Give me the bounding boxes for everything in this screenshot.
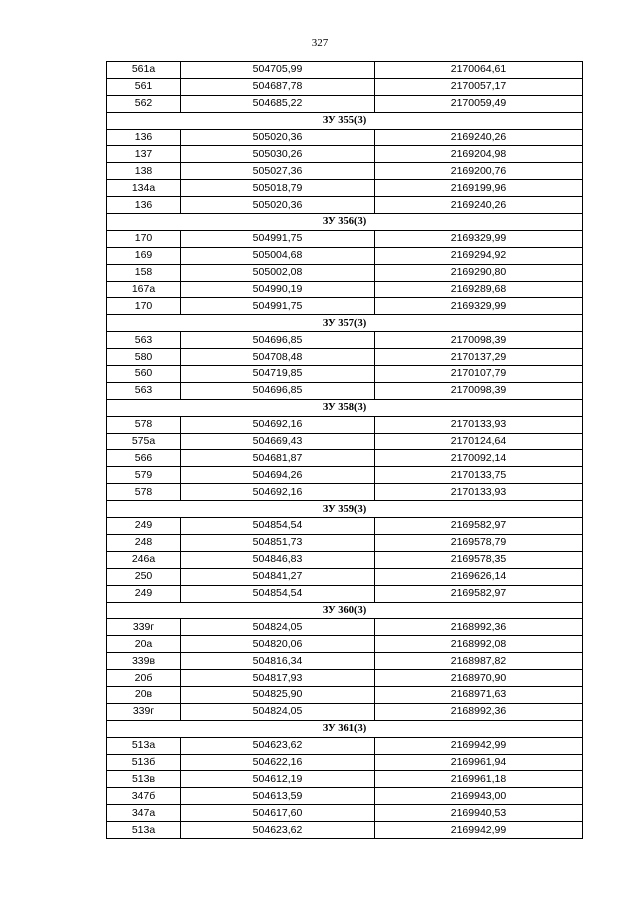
point-number-cell: 20а bbox=[107, 636, 181, 653]
y-coordinate-cell: 2169582,97 bbox=[375, 585, 583, 602]
table-row bbox=[107, 382, 583, 399]
x-coordinate-cell: 504824,05 bbox=[181, 619, 375, 636]
x-coordinate-cell: 504681,87 bbox=[181, 450, 375, 467]
x-coordinate-cell: 505002,08 bbox=[181, 264, 375, 281]
point-number-cell: 246а bbox=[107, 551, 181, 568]
y-coordinate-cell: 2169942,99 bbox=[375, 737, 583, 754]
x-coordinate-cell: 504851,73 bbox=[181, 534, 375, 551]
table-row bbox=[107, 653, 583, 670]
y-coordinate-cell: 2169199,96 bbox=[375, 180, 583, 197]
point-number-cell: 169 bbox=[107, 247, 181, 264]
section-header-row bbox=[107, 214, 583, 231]
section-header-row bbox=[107, 501, 583, 518]
y-coordinate-cell: 2170133,93 bbox=[375, 484, 583, 501]
table-row bbox=[107, 805, 583, 822]
point-number-cell: 136 bbox=[107, 197, 181, 214]
point-number-cell: 563 bbox=[107, 382, 181, 399]
x-coordinate-cell: 504623,62 bbox=[181, 737, 375, 754]
y-coordinate-cell: 2169961,94 bbox=[375, 754, 583, 771]
section-title: ЗУ 356(3) bbox=[107, 214, 583, 231]
table-row bbox=[107, 585, 583, 602]
x-coordinate-cell: 504841,27 bbox=[181, 568, 375, 585]
x-coordinate-cell: 504669,43 bbox=[181, 433, 375, 450]
y-coordinate-cell: 2169940,53 bbox=[375, 805, 583, 822]
point-number-cell: 513а bbox=[107, 822, 181, 839]
x-coordinate-cell: 504820,06 bbox=[181, 636, 375, 653]
section-title: ЗУ 357(3) bbox=[107, 315, 583, 332]
point-number-cell: 513а bbox=[107, 737, 181, 754]
point-number-cell: 250 bbox=[107, 568, 181, 585]
y-coordinate-cell: 2169289,68 bbox=[375, 281, 583, 298]
table-row bbox=[107, 264, 583, 281]
y-coordinate-cell: 2168970,90 bbox=[375, 670, 583, 687]
point-number-cell: 158 bbox=[107, 264, 181, 281]
table-row bbox=[107, 703, 583, 720]
point-number-cell: 578 bbox=[107, 416, 181, 433]
point-number-cell: 513в bbox=[107, 771, 181, 788]
y-coordinate-cell: 2169943,00 bbox=[375, 788, 583, 805]
page-number: 327 bbox=[311, 37, 329, 49]
x-coordinate-cell: 504612,19 bbox=[181, 771, 375, 788]
y-coordinate-cell: 2170124,64 bbox=[375, 433, 583, 450]
x-coordinate-cell: 504708,48 bbox=[181, 349, 375, 366]
table-row bbox=[107, 568, 583, 585]
y-coordinate-cell: 2169578,79 bbox=[375, 534, 583, 551]
table-row bbox=[107, 788, 583, 805]
table-row bbox=[107, 349, 583, 366]
y-coordinate-cell: 2169200,76 bbox=[375, 163, 583, 180]
y-coordinate-cell: 2168992,36 bbox=[375, 703, 583, 720]
y-coordinate-cell: 2170133,93 bbox=[375, 416, 583, 433]
x-coordinate-cell: 504685,22 bbox=[181, 95, 375, 112]
coordinates-table-body bbox=[107, 62, 583, 839]
table-row bbox=[107, 247, 583, 264]
table-row bbox=[107, 298, 583, 315]
point-number-cell: 137 bbox=[107, 146, 181, 163]
y-coordinate-cell: 2170059,49 bbox=[375, 95, 583, 112]
table-row bbox=[107, 78, 583, 95]
point-number-cell: 339г bbox=[107, 703, 181, 720]
x-coordinate-cell: 505027,36 bbox=[181, 163, 375, 180]
table-row bbox=[107, 551, 583, 568]
y-coordinate-cell: 2170064,61 bbox=[375, 62, 583, 79]
x-coordinate-cell: 504825,90 bbox=[181, 686, 375, 703]
y-coordinate-cell: 2169942,99 bbox=[375, 822, 583, 839]
point-number-cell: 339в bbox=[107, 653, 181, 670]
point-number-cell: 170 bbox=[107, 230, 181, 247]
table-row bbox=[107, 332, 583, 349]
x-coordinate-cell: 504817,93 bbox=[181, 670, 375, 687]
point-number-cell: 560 bbox=[107, 366, 181, 383]
x-coordinate-cell: 504696,85 bbox=[181, 332, 375, 349]
y-coordinate-cell: 2170057,17 bbox=[375, 78, 583, 95]
x-coordinate-cell: 504991,75 bbox=[181, 298, 375, 315]
y-coordinate-cell: 2170137,29 bbox=[375, 349, 583, 366]
table-row bbox=[107, 619, 583, 636]
section-title: ЗУ 355(3) bbox=[107, 112, 583, 129]
point-number-cell: 575а bbox=[107, 433, 181, 450]
section-header-row bbox=[107, 315, 583, 332]
y-coordinate-cell: 2170107,79 bbox=[375, 366, 583, 383]
x-coordinate-cell: 504816,34 bbox=[181, 653, 375, 670]
y-coordinate-cell: 2169961,18 bbox=[375, 771, 583, 788]
y-coordinate-cell: 2169240,26 bbox=[375, 197, 583, 214]
table-row bbox=[107, 95, 583, 112]
y-coordinate-cell: 2168987,82 bbox=[375, 653, 583, 670]
x-coordinate-cell: 505004,68 bbox=[181, 247, 375, 264]
table-row bbox=[107, 433, 583, 450]
x-coordinate-cell: 505018,79 bbox=[181, 180, 375, 197]
point-number-cell: 134а bbox=[107, 180, 181, 197]
point-number-cell: 579 bbox=[107, 467, 181, 484]
table-row bbox=[107, 771, 583, 788]
x-coordinate-cell: 504705,99 bbox=[181, 62, 375, 79]
point-number-cell: 578 bbox=[107, 484, 181, 501]
table-row bbox=[107, 62, 583, 79]
y-coordinate-cell: 2169204,98 bbox=[375, 146, 583, 163]
x-coordinate-cell: 504694,26 bbox=[181, 467, 375, 484]
table-row bbox=[107, 822, 583, 839]
point-number-cell: 249 bbox=[107, 585, 181, 602]
table-row bbox=[107, 686, 583, 703]
table-row bbox=[107, 180, 583, 197]
table-row bbox=[107, 534, 583, 551]
table-row bbox=[107, 670, 583, 687]
x-coordinate-cell: 504854,54 bbox=[181, 518, 375, 535]
point-number-cell: 167а bbox=[107, 281, 181, 298]
x-coordinate-cell: 504613,59 bbox=[181, 788, 375, 805]
y-coordinate-cell: 2168992,08 bbox=[375, 636, 583, 653]
y-coordinate-cell: 2169240,26 bbox=[375, 129, 583, 146]
x-coordinate-cell: 504696,85 bbox=[181, 382, 375, 399]
x-coordinate-cell: 505020,36 bbox=[181, 197, 375, 214]
x-coordinate-cell: 504991,75 bbox=[181, 230, 375, 247]
point-number-cell: 138 bbox=[107, 163, 181, 180]
table-row bbox=[107, 518, 583, 535]
point-number-cell: 347а bbox=[107, 805, 181, 822]
x-coordinate-cell: 504990,19 bbox=[181, 281, 375, 298]
x-coordinate-cell: 505020,36 bbox=[181, 129, 375, 146]
table-row bbox=[107, 129, 583, 146]
x-coordinate-cell: 504623,62 bbox=[181, 822, 375, 839]
point-number-cell: 347б bbox=[107, 788, 181, 805]
section-title: ЗУ 358(3) bbox=[107, 399, 583, 416]
x-coordinate-cell: 504692,16 bbox=[181, 484, 375, 501]
coordinates-table bbox=[106, 61, 583, 839]
y-coordinate-cell: 2169294,92 bbox=[375, 247, 583, 264]
point-number-cell: 136 bbox=[107, 129, 181, 146]
table-row bbox=[107, 197, 583, 214]
table-row bbox=[107, 163, 583, 180]
x-coordinate-cell: 504687,78 bbox=[181, 78, 375, 95]
y-coordinate-cell: 2170098,39 bbox=[375, 382, 583, 399]
table-row bbox=[107, 416, 583, 433]
point-number-cell: 339г bbox=[107, 619, 181, 636]
x-coordinate-cell: 504622,16 bbox=[181, 754, 375, 771]
point-number-cell: 20в bbox=[107, 686, 181, 703]
x-coordinate-cell: 504824,05 bbox=[181, 703, 375, 720]
point-number-cell: 580 bbox=[107, 349, 181, 366]
section-header-row bbox=[107, 720, 583, 737]
point-number-cell: 170 bbox=[107, 298, 181, 315]
table-row bbox=[107, 146, 583, 163]
section-header-row bbox=[107, 602, 583, 619]
point-number-cell: 561 bbox=[107, 78, 181, 95]
table-row bbox=[107, 484, 583, 501]
section-title: ЗУ 359(3) bbox=[107, 501, 583, 518]
y-coordinate-cell: 2168992,36 bbox=[375, 619, 583, 636]
table-row bbox=[107, 366, 583, 383]
point-number-cell: 20б bbox=[107, 670, 181, 687]
x-coordinate-cell: 504719,85 bbox=[181, 366, 375, 383]
x-coordinate-cell: 504617,60 bbox=[181, 805, 375, 822]
x-coordinate-cell: 505030,26 bbox=[181, 146, 375, 163]
y-coordinate-cell: 2169329,99 bbox=[375, 230, 583, 247]
point-number-cell: 562 bbox=[107, 95, 181, 112]
table-row bbox=[107, 281, 583, 298]
section-header-row bbox=[107, 112, 583, 129]
table-row bbox=[107, 467, 583, 484]
x-coordinate-cell: 504854,54 bbox=[181, 585, 375, 602]
x-coordinate-cell: 504692,16 bbox=[181, 416, 375, 433]
y-coordinate-cell: 2169290,80 bbox=[375, 264, 583, 281]
table-row bbox=[107, 737, 583, 754]
point-number-cell: 563 bbox=[107, 332, 181, 349]
table-row bbox=[107, 230, 583, 247]
y-coordinate-cell: 2169578,35 bbox=[375, 551, 583, 568]
point-number-cell: 249 bbox=[107, 518, 181, 535]
y-coordinate-cell: 2170092,14 bbox=[375, 450, 583, 467]
section-title: ЗУ 361(3) bbox=[107, 720, 583, 737]
section-title: ЗУ 360(3) bbox=[107, 602, 583, 619]
y-coordinate-cell: 2169582,97 bbox=[375, 518, 583, 535]
point-number-cell: 248 bbox=[107, 534, 181, 551]
point-number-cell: 566 bbox=[107, 450, 181, 467]
point-number-cell: 561а bbox=[107, 62, 181, 79]
y-coordinate-cell: 2169626,14 bbox=[375, 568, 583, 585]
table-row bbox=[107, 754, 583, 771]
table-row bbox=[107, 636, 583, 653]
x-coordinate-cell: 504846,83 bbox=[181, 551, 375, 568]
y-coordinate-cell: 2169329,99 bbox=[375, 298, 583, 315]
y-coordinate-cell: 2168971,63 bbox=[375, 686, 583, 703]
point-number-cell: 513б bbox=[107, 754, 181, 771]
y-coordinate-cell: 2170098,39 bbox=[375, 332, 583, 349]
table-row bbox=[107, 450, 583, 467]
section-header-row bbox=[107, 399, 583, 416]
y-coordinate-cell: 2170133,75 bbox=[375, 467, 583, 484]
